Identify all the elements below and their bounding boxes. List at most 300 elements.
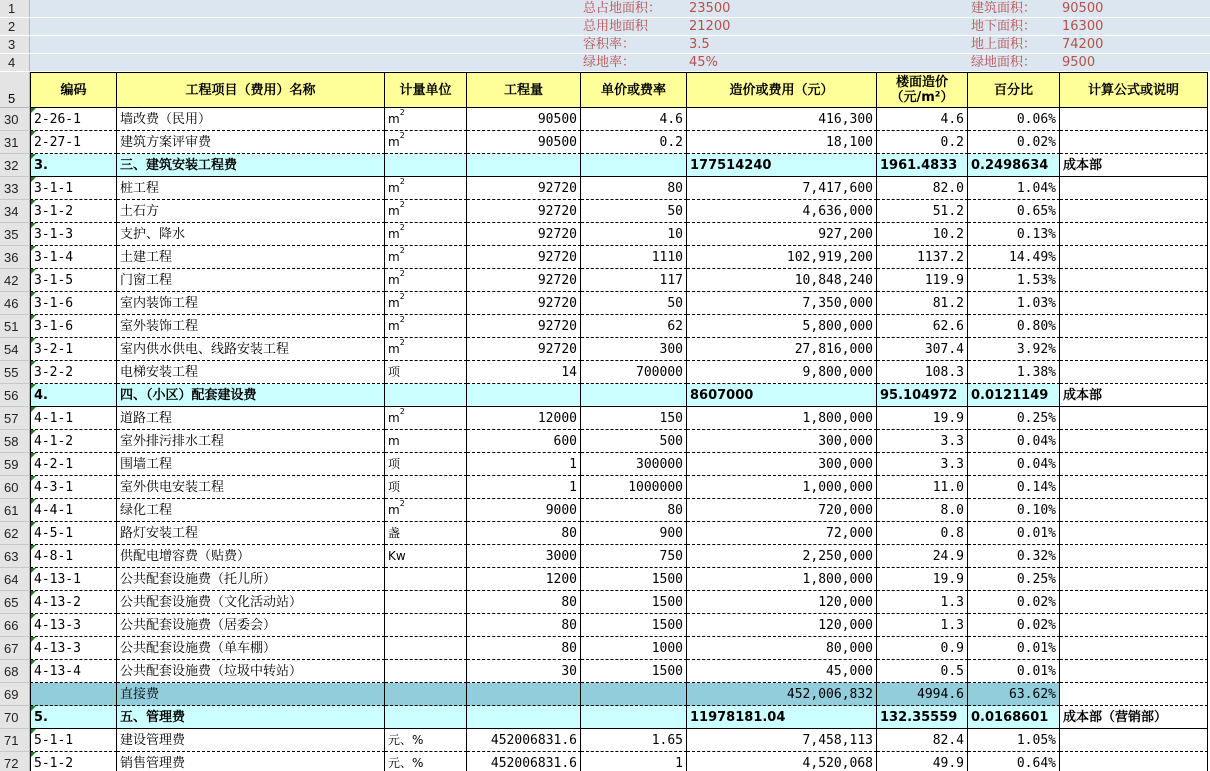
cell-unit[interactable]: 元、% (385, 729, 467, 752)
cell-percent[interactable]: 0.0168601 (968, 706, 1060, 729)
cell-percent[interactable]: 1.04% (968, 177, 1060, 200)
row-number[interactable]: 3 (0, 36, 30, 53)
cell-percent[interactable]: 3.92% (968, 338, 1060, 361)
cell-floor-cost[interactable]: 19.9 (877, 568, 968, 591)
cell-cost[interactable]: 18,100 (687, 131, 877, 154)
cell-price[interactable] (581, 706, 687, 729)
info-label[interactable]: 总用地面积 (583, 19, 649, 34)
cell-name[interactable]: 室外装饰工程 (117, 315, 385, 338)
cell-name[interactable]: 室内供水供电、线路安装工程 (117, 338, 385, 361)
table-row[interactable] (0, 522, 1210, 545)
row-number[interactable]: 60 (0, 476, 30, 499)
sheet-row[interactable] (0, 36, 1210, 53)
info-value[interactable]: 45% (689, 55, 718, 70)
cell-percent[interactable]: 0.04% (968, 430, 1060, 453)
table-row[interactable] (0, 407, 1210, 430)
table-row[interactable] (0, 200, 1210, 223)
cell-code[interactable]: 4-13-1 (30, 568, 117, 591)
cell-price[interactable] (581, 154, 687, 177)
cell-cost[interactable]: 177514240 (687, 154, 877, 177)
cell-unit[interactable]: $m^2$ (385, 177, 467, 200)
cell-percent[interactable]: 0.32% (968, 545, 1060, 568)
cell-code[interactable]: 3-2-2 (30, 361, 117, 384)
cell-quantity[interactable]: 14 (467, 361, 581, 384)
cell-quantity[interactable] (467, 683, 581, 706)
cell-cost[interactable]: 1,000,000 (687, 476, 877, 499)
cell-percent[interactable]: 0.64% (968, 752, 1060, 771)
cell-code[interactable]: 3. (30, 154, 117, 177)
cell-cost[interactable]: 102,919,200 (687, 246, 877, 269)
cell-code[interactable]: 4-13-3 (30, 614, 117, 637)
cell-quantity[interactable]: 30 (467, 660, 581, 683)
row-number[interactable]: 5 (0, 72, 30, 108)
cell-price[interactable]: 1 (581, 752, 687, 771)
cell-floor-cost[interactable]: 49.9 (877, 752, 968, 771)
cell-floor-cost[interactable]: 119.9 (877, 269, 968, 292)
cell-note[interactable] (1060, 223, 1208, 246)
cell-unit[interactable] (385, 660, 467, 683)
cell-quantity[interactable]: 92720 (467, 292, 581, 315)
cell-quantity[interactable]: 452006831.6 (467, 752, 581, 771)
cell-percent[interactable]: 0.04% (968, 453, 1060, 476)
cell-floor-cost[interactable]: 3.3 (877, 453, 968, 476)
cell-unit[interactable]: $m^2$ (385, 269, 467, 292)
cell-code[interactable]: 4-1-2 (30, 430, 117, 453)
cell-price[interactable]: 80 (581, 499, 687, 522)
sheet-row[interactable] (0, 0, 1210, 17)
header-row[interactable] (0, 72, 1210, 108)
cell-price[interactable]: 1500 (581, 591, 687, 614)
cell-percent[interactable]: 0.10% (968, 499, 1060, 522)
cell-cost[interactable]: 1,800,000 (687, 568, 877, 591)
cell-cost[interactable]: 7,458,113 (687, 729, 877, 752)
cell-note[interactable] (1060, 591, 1208, 614)
header-cell-floor-cost[interactable]: 楼面造价（元/m²） (877, 72, 968, 108)
table-row[interactable] (0, 476, 1210, 499)
cell-code[interactable]: 3-1-4 (30, 246, 117, 269)
row-number[interactable]: 4 (0, 54, 30, 71)
cell-quantity[interactable]: 90500 (467, 131, 581, 154)
cell-unit[interactable] (385, 614, 467, 637)
cell-unit[interactable] (385, 683, 467, 706)
cell-price[interactable]: 1000000 (581, 476, 687, 499)
cell-note[interactable] (1060, 522, 1208, 545)
table-row[interactable] (0, 338, 1210, 361)
cell-code[interactable]: 4-13-2 (30, 591, 117, 614)
row-number[interactable]: 32 (0, 154, 30, 177)
cell-price[interactable]: 1500 (581, 568, 687, 591)
cell-code[interactable]: 5-1-2 (30, 752, 117, 771)
cell-unit[interactable]: $m^2$ (385, 315, 467, 338)
cell-note[interactable] (1060, 545, 1208, 568)
cell-percent[interactable]: 0.25% (968, 407, 1060, 430)
cell-name[interactable]: 门窗工程 (117, 269, 385, 292)
row-number[interactable]: 64 (0, 568, 30, 591)
cell-floor-cost[interactable]: 1.3 (877, 591, 968, 614)
cell-percent[interactable]: 0.2498634 (968, 154, 1060, 177)
cell-price[interactable]: 900 (581, 522, 687, 545)
row-number[interactable]: 34 (0, 200, 30, 223)
table-row[interactable] (0, 729, 1210, 752)
cell-percent[interactable]: 0.02% (968, 614, 1060, 637)
cell-name[interactable]: 土石方 (117, 200, 385, 223)
cell-cost[interactable]: 2,250,000 (687, 545, 877, 568)
cell-cost[interactable]: 72,000 (687, 522, 877, 545)
cell-name[interactable]: 直接费 (117, 683, 385, 706)
cell-name[interactable]: 支护、降水 (117, 223, 385, 246)
cell-quantity[interactable]: 92720 (467, 315, 581, 338)
cell-floor-cost[interactable]: 0.8 (877, 522, 968, 545)
cell-name[interactable]: 墙改费（民用） (117, 108, 385, 131)
cell-unit[interactable]: 项 (385, 476, 467, 499)
cell-quantity[interactable]: 80 (467, 614, 581, 637)
cell-code[interactable]: 3-1-5 (30, 269, 117, 292)
info-label[interactable]: 绿地面积： (971, 55, 1037, 70)
row-number[interactable]: 55 (0, 361, 30, 384)
cell-percent[interactable]: 0.01% (968, 522, 1060, 545)
table-row[interactable] (0, 660, 1210, 683)
cell-cost[interactable]: 4,636,000 (687, 200, 877, 223)
cell-floor-cost[interactable]: 8.0 (877, 499, 968, 522)
cell-note[interactable] (1060, 752, 1208, 771)
section-row[interactable] (0, 154, 1210, 177)
cell-quantity[interactable]: 92720 (467, 269, 581, 292)
cell-unit[interactable]: m (385, 430, 467, 453)
info-value[interactable]: 16300 (1062, 19, 1104, 34)
cell-code[interactable]: 5. (30, 706, 117, 729)
cell-code[interactable]: 3-1-6 (30, 315, 117, 338)
cell-price[interactable] (581, 683, 687, 706)
cell-price[interactable]: 300 (581, 338, 687, 361)
cell-quantity[interactable]: 1 (467, 453, 581, 476)
cell-note[interactable] (1060, 407, 1208, 430)
table-row[interactable] (0, 430, 1210, 453)
cell-quantity[interactable]: 92720 (467, 177, 581, 200)
row-number[interactable]: 33 (0, 177, 30, 200)
cell-cost[interactable]: 11978181.04 (687, 706, 877, 729)
cell-floor-cost[interactable]: 4994.6 (877, 683, 968, 706)
cell-percent[interactable]: 0.02% (968, 131, 1060, 154)
cell-note[interactable]: 成本部 (1060, 384, 1208, 407)
cell-percent[interactable]: 0.25% (968, 568, 1060, 591)
header-cell-note[interactable]: 计算公式或说明 (1060, 72, 1208, 108)
cell-code[interactable]: 3-2-1 (30, 338, 117, 361)
cell-floor-cost[interactable]: 3.3 (877, 430, 968, 453)
cell-price[interactable]: 62 (581, 315, 687, 338)
cell-floor-cost[interactable]: 95.104972 (877, 384, 968, 407)
cell-floor-cost[interactable]: 1961.4833 (877, 154, 968, 177)
table-row[interactable] (0, 315, 1210, 338)
cell-price[interactable]: 1.65 (581, 729, 687, 752)
info-value[interactable]: 23500 (689, 1, 731, 16)
cell-unit[interactable]: $m^2$ (385, 338, 467, 361)
cell-note[interactable] (1060, 430, 1208, 453)
cell-name[interactable]: 绿化工程 (117, 499, 385, 522)
cell-quantity[interactable]: 1200 (467, 568, 581, 591)
cell-quantity[interactable]: 92720 (467, 246, 581, 269)
info-value[interactable]: 3.5 (689, 37, 710, 52)
info-label[interactable]: 容积率： (583, 37, 636, 52)
cell-cost[interactable]: 10,848,240 (687, 269, 877, 292)
cell-name[interactable]: 公共配套设施费（垃圾中转站） (117, 660, 385, 683)
table-row[interactable] (0, 453, 1210, 476)
cell-code[interactable]: 3-1-3 (30, 223, 117, 246)
cell-quantity[interactable] (467, 384, 581, 407)
cell-code[interactable]: 2-27-1 (30, 131, 117, 154)
cell-floor-cost[interactable]: 108.3 (877, 361, 968, 384)
table-row[interactable] (0, 108, 1210, 131)
cell-note[interactable] (1060, 614, 1208, 637)
sheet-row[interactable] (0, 54, 1210, 71)
cell-code[interactable] (30, 683, 117, 706)
cell-percent[interactable]: 1.38% (968, 361, 1060, 384)
row-number[interactable]: 68 (0, 660, 30, 683)
cell-name[interactable]: 电梯安装工程 (117, 361, 385, 384)
cell-cost[interactable]: 7,350,000 (687, 292, 877, 315)
row-number[interactable]: 69 (0, 683, 30, 706)
section-row[interactable] (0, 706, 1210, 729)
cell-note[interactable] (1060, 729, 1208, 752)
cell-quantity[interactable]: 9000 (467, 499, 581, 522)
cell-quantity[interactable]: 452006831.6 (467, 729, 581, 752)
cell-code[interactable]: 4-13-4 (30, 660, 117, 683)
cell-note[interactable] (1060, 200, 1208, 223)
cell-unit[interactable]: $m^2$ (385, 108, 467, 131)
cell-unit[interactable] (385, 591, 467, 614)
cell-price[interactable]: 80 (581, 177, 687, 200)
cell-note[interactable] (1060, 315, 1208, 338)
cell-code[interactable]: 4-8-1 (30, 545, 117, 568)
cell-quantity[interactable]: 80 (467, 522, 581, 545)
cell-cost[interactable]: 720,000 (687, 499, 877, 522)
cell-price[interactable]: 1500 (581, 660, 687, 683)
row-number[interactable]: 58 (0, 430, 30, 453)
cell-price[interactable]: 300000 (581, 453, 687, 476)
row-number[interactable]: 63 (0, 545, 30, 568)
header-cell-cost[interactable]: 造价或费用（元） (687, 72, 877, 108)
cell-name[interactable]: 销售管理费 (117, 752, 385, 771)
header-cell-unit[interactable]: 计量单位 (385, 72, 467, 108)
info-value[interactable]: 90500 (1062, 1, 1104, 16)
table-row[interactable] (0, 223, 1210, 246)
cell-cost[interactable]: 27,816,000 (687, 338, 877, 361)
row-number[interactable]: 62 (0, 522, 30, 545)
cell-percent[interactable]: 0.0121149 (968, 384, 1060, 407)
cell-name[interactable]: 五、管理费 (117, 706, 385, 729)
cell-unit[interactable]: $m^2$ (385, 200, 467, 223)
cell-price[interactable]: 50 (581, 200, 687, 223)
cell-cost[interactable]: 416,300 (687, 108, 877, 131)
header-cell-quantity[interactable]: 工程量 (467, 72, 581, 108)
cell-price[interactable]: 10 (581, 223, 687, 246)
sheet-row[interactable] (0, 18, 1210, 35)
info-label[interactable]: 建筑面积： (971, 1, 1037, 16)
subtotal-row[interactable] (0, 683, 1210, 706)
cell-note[interactable] (1060, 246, 1208, 269)
cell-price[interactable]: 117 (581, 269, 687, 292)
cell-name[interactable]: 公共配套设施费（托儿所） (117, 568, 385, 591)
cell-floor-cost[interactable]: 0.5 (877, 660, 968, 683)
info-label[interactable]: 总占地面积： (583, 1, 662, 16)
cell-note[interactable] (1060, 361, 1208, 384)
cell-unit[interactable] (385, 637, 467, 660)
cell-code[interactable]: 2-26-1 (30, 108, 117, 131)
cell-floor-cost[interactable]: 1.3 (877, 614, 968, 637)
cell-floor-cost[interactable]: 132.35559 (877, 706, 968, 729)
cell-floor-cost[interactable]: 24.9 (877, 545, 968, 568)
cell-unit[interactable]: $m^2$ (385, 223, 467, 246)
cell-floor-cost[interactable]: 4.6 (877, 108, 968, 131)
cell-price[interactable]: 1110 (581, 246, 687, 269)
cell-note[interactable] (1060, 476, 1208, 499)
cell-unit[interactable] (385, 384, 467, 407)
cell-percent[interactable]: 0.80% (968, 315, 1060, 338)
cell-price[interactable]: 50 (581, 292, 687, 315)
cell-floor-cost[interactable]: 19.9 (877, 407, 968, 430)
cell-name[interactable]: 桩工程 (117, 177, 385, 200)
cell-floor-cost[interactable]: 0.2 (877, 131, 968, 154)
cell-name[interactable]: 公共配套设施费（居委会） (117, 614, 385, 637)
table-row[interactable] (0, 637, 1210, 660)
cell-cost[interactable]: 7,417,600 (687, 177, 877, 200)
cell-price[interactable]: 500 (581, 430, 687, 453)
cell-percent[interactable]: 1.03% (968, 292, 1060, 315)
cell-name[interactable]: 路灯安装工程 (117, 522, 385, 545)
info-label[interactable]: 地下面积： (971, 19, 1037, 34)
cell-quantity[interactable]: 600 (467, 430, 581, 453)
cell-price[interactable]: 700000 (581, 361, 687, 384)
cell-price[interactable] (581, 384, 687, 407)
row-number[interactable]: 56 (0, 384, 30, 407)
cell-code[interactable]: 4-3-1 (30, 476, 117, 499)
cell-code[interactable]: 3-1-1 (30, 177, 117, 200)
cell-unit[interactable]: 项 (385, 361, 467, 384)
table-row[interactable] (0, 246, 1210, 269)
row-number[interactable]: 51 (0, 315, 30, 338)
table-row[interactable] (0, 591, 1210, 614)
cell-note[interactable] (1060, 108, 1208, 131)
cell-percent[interactable]: 0.65% (968, 200, 1060, 223)
cell-percent[interactable]: 1.05% (968, 729, 1060, 752)
cell-cost[interactable]: 1,800,000 (687, 407, 877, 430)
cell-cost[interactable]: 45,000 (687, 660, 877, 683)
cell-code[interactable]: 4. (30, 384, 117, 407)
row-number[interactable]: 36 (0, 246, 30, 269)
table-row[interactable] (0, 499, 1210, 522)
cell-note[interactable] (1060, 292, 1208, 315)
cell-code[interactable]: 4-2-1 (30, 453, 117, 476)
header-cell-name[interactable]: 工程项目（费用）名称 (117, 72, 385, 108)
cell-price[interactable]: 750 (581, 545, 687, 568)
cell-price[interactable]: 4.6 (581, 108, 687, 131)
cell-percent[interactable]: 0.13% (968, 223, 1060, 246)
cell-quantity[interactable]: 12000 (467, 407, 581, 430)
cell-name[interactable]: 供配电增容费（贴费） (117, 545, 385, 568)
cell-note[interactable] (1060, 131, 1208, 154)
info-value[interactable]: 74200 (1062, 37, 1104, 52)
cell-note[interactable] (1060, 453, 1208, 476)
table-row[interactable] (0, 292, 1210, 315)
row-number[interactable]: 72 (0, 752, 30, 771)
cell-unit[interactable] (385, 706, 467, 729)
cell-note[interactable] (1060, 499, 1208, 522)
cell-unit[interactable]: $m^2$ (385, 292, 467, 315)
cell-code[interactable]: 4-4-1 (30, 499, 117, 522)
cell-code[interactable]: 4-1-1 (30, 407, 117, 430)
cell-cost[interactable]: 8607000 (687, 384, 877, 407)
cell-cost[interactable]: 300,000 (687, 453, 877, 476)
cell-quantity[interactable]: 92720 (467, 338, 581, 361)
row-number[interactable]: 70 (0, 706, 30, 729)
cell-note[interactable]: 成本部 (1060, 154, 1208, 177)
row-number[interactable]: 57 (0, 407, 30, 430)
row-number[interactable]: 71 (0, 729, 30, 752)
cell-percent[interactable]: 0.01% (968, 637, 1060, 660)
info-label[interactable]: 绿地率： (583, 55, 636, 70)
header-cell-price[interactable]: 单价或费率 (581, 72, 687, 108)
cell-note[interactable]: 成本部（营销部） (1060, 706, 1208, 729)
table-row[interactable] (0, 752, 1210, 771)
cell-floor-cost[interactable]: 10.2 (877, 223, 968, 246)
row-number[interactable]: 66 (0, 614, 30, 637)
cell-quantity[interactable]: 80 (467, 591, 581, 614)
cell-floor-cost[interactable]: 0.9 (877, 637, 968, 660)
row-number[interactable]: 1 (0, 0, 30, 17)
cell-quantity[interactable] (467, 154, 581, 177)
row-number[interactable]: 2 (0, 18, 30, 35)
cell-name[interactable]: 土建工程 (117, 246, 385, 269)
cell-price[interactable]: 1000 (581, 637, 687, 660)
cell-name[interactable]: 公共配套设施费（单车棚） (117, 637, 385, 660)
cell-quantity[interactable]: 1 (467, 476, 581, 499)
cell-unit[interactable]: Kw (385, 545, 467, 568)
cell-code[interactable]: 3-1-6 (30, 292, 117, 315)
cell-code[interactable]: 4-13-3 (30, 637, 117, 660)
cell-cost[interactable]: 927,200 (687, 223, 877, 246)
row-number[interactable]: 42 (0, 269, 30, 292)
table-row[interactable] (0, 545, 1210, 568)
cell-quantity[interactable]: 92720 (467, 223, 581, 246)
cell-name[interactable]: 室内装饰工程 (117, 292, 385, 315)
cell-code[interactable]: 4-5-1 (30, 522, 117, 545)
cell-unit[interactable]: $m^2$ (385, 246, 467, 269)
cell-unit[interactable]: 元、% (385, 752, 467, 771)
row-number[interactable]: 67 (0, 637, 30, 660)
cell-unit[interactable]: 项 (385, 453, 467, 476)
cell-price[interactable]: 150 (581, 407, 687, 430)
cell-note[interactable] (1060, 660, 1208, 683)
cell-name[interactable]: 建设管理费 (117, 729, 385, 752)
table-row[interactable] (0, 361, 1210, 384)
cell-floor-cost[interactable]: 82.0 (877, 177, 968, 200)
cell-percent[interactable]: 0.01% (968, 660, 1060, 683)
cell-note[interactable] (1060, 683, 1208, 706)
row-number[interactable]: 61 (0, 499, 30, 522)
row-number[interactable]: 59 (0, 453, 30, 476)
info-label[interactable]: 地上面积： (971, 37, 1037, 52)
cell-cost[interactable]: 9,800,000 (687, 361, 877, 384)
info-value[interactable]: 9500 (1062, 55, 1096, 70)
cell-unit[interactable]: $m^2$ (385, 131, 467, 154)
row-number[interactable]: 31 (0, 131, 30, 154)
row-number[interactable]: 54 (0, 338, 30, 361)
cell-quantity[interactable]: 90500 (467, 108, 581, 131)
cell-cost[interactable]: 300,000 (687, 430, 877, 453)
cell-cost[interactable]: 120,000 (687, 591, 877, 614)
row-number[interactable]: 30 (0, 108, 30, 131)
cell-quantity[interactable]: 80 (467, 637, 581, 660)
row-number[interactable]: 65 (0, 591, 30, 614)
